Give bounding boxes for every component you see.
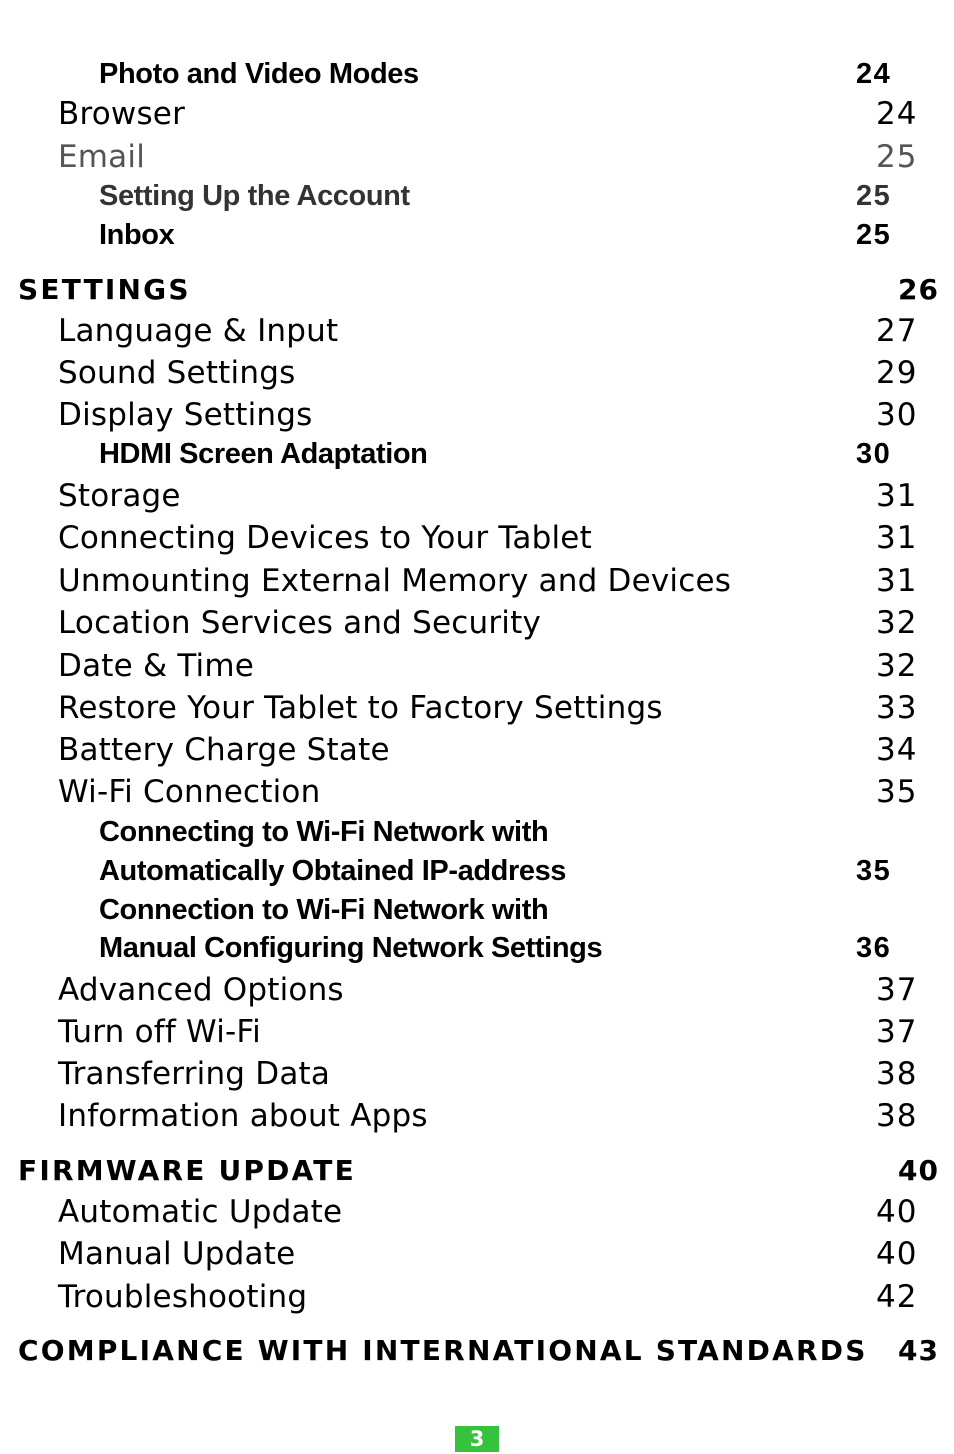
toc-page-number: 31 [876, 563, 918, 599]
toc-title: Manual Update [58, 1236, 296, 1272]
toc-page-number: 35 [856, 855, 892, 887]
toc-title: FIRMWARE UPDATE [18, 1154, 356, 1187]
toc-title: Location Services and Security [58, 605, 542, 641]
toc-title: COMPLIANCE WITH INTERNATIONAL STANDARDS [18, 1334, 868, 1367]
toc-page-number: 24 [856, 58, 892, 90]
toc-title: Display Settings [58, 397, 313, 433]
toc-title: Automatically Obtained IP-address [99, 855, 567, 887]
toc-title: Photo and Video Modes [99, 58, 419, 90]
toc-page-number: 32 [876, 648, 918, 684]
toc-title: Storage [58, 478, 181, 514]
toc-title: Restore Your Tablet to Factory Settings [58, 690, 663, 726]
toc-title: Automatic Update [58, 1194, 343, 1230]
toc-page-number: 29 [876, 355, 918, 391]
toc-page-number: 25 [856, 180, 892, 212]
toc-title: Wi-Fi Connection [58, 774, 321, 810]
toc-title: HDMI Screen Adaptation [99, 438, 428, 470]
toc-title: Connecting Devices to Your Tablet [58, 520, 592, 556]
toc-title: Browser [58, 96, 186, 132]
toc-title: Unmounting External Memory and Devices [58, 563, 732, 599]
toc-title: Manual Configuring Network Settings [99, 932, 603, 964]
toc-page-number: 43 [898, 1334, 939, 1367]
toc-page-number: 32 [876, 605, 918, 641]
toc-title: SETTINGS [18, 273, 191, 306]
toc-page-number: 30 [856, 438, 892, 470]
toc-title: Date & Time [58, 648, 255, 684]
toc-title: Turn off Wi-Fi [58, 1014, 261, 1050]
toc-title: Battery Charge State [58, 732, 390, 768]
toc-page-number: 37 [876, 972, 918, 1008]
toc-title: Setting Up the Account [99, 180, 410, 212]
toc-title: Email [58, 139, 146, 175]
toc-page-number: 38 [876, 1056, 918, 1092]
toc-title: Troubleshooting [58, 1279, 308, 1315]
toc-page-number: 38 [876, 1098, 918, 1134]
toc-title: Advanced Options [58, 972, 344, 1008]
toc-page-number: 24 [876, 96, 918, 132]
toc-page-number: 33 [876, 690, 918, 726]
toc-page-number: 26 [898, 273, 939, 306]
toc-page-number: 25 [876, 139, 918, 175]
toc-page-number: 36 [856, 932, 892, 964]
toc-page-number: 25 [856, 219, 892, 251]
toc-title: Language & Input [58, 313, 339, 349]
toc-page-number: 31 [876, 478, 918, 514]
toc-page-number: 40 [898, 1154, 939, 1187]
toc-page-number: 40 [876, 1236, 918, 1272]
page-number-badge: 3 [455, 1426, 499, 1452]
toc-title: Sound Settings [58, 355, 296, 391]
toc-title: Connecting to Wi-Fi Network with [99, 816, 549, 848]
toc-page-number: 30 [876, 397, 918, 433]
toc-page-number: 42 [876, 1279, 918, 1315]
toc-title: Information about Apps [58, 1098, 428, 1134]
toc-page-number: 35 [876, 774, 918, 810]
toc-title: Connection to Wi-Fi Network with [99, 894, 549, 926]
toc-title: Inbox [99, 219, 175, 251]
toc-page-number: 27 [876, 313, 918, 349]
toc-title: Transferring Data [58, 1056, 331, 1092]
toc-page-number: 34 [876, 732, 918, 768]
toc-page-number: 40 [876, 1194, 918, 1230]
toc-page-number: 37 [876, 1014, 918, 1050]
toc-page-number: 31 [876, 520, 918, 556]
